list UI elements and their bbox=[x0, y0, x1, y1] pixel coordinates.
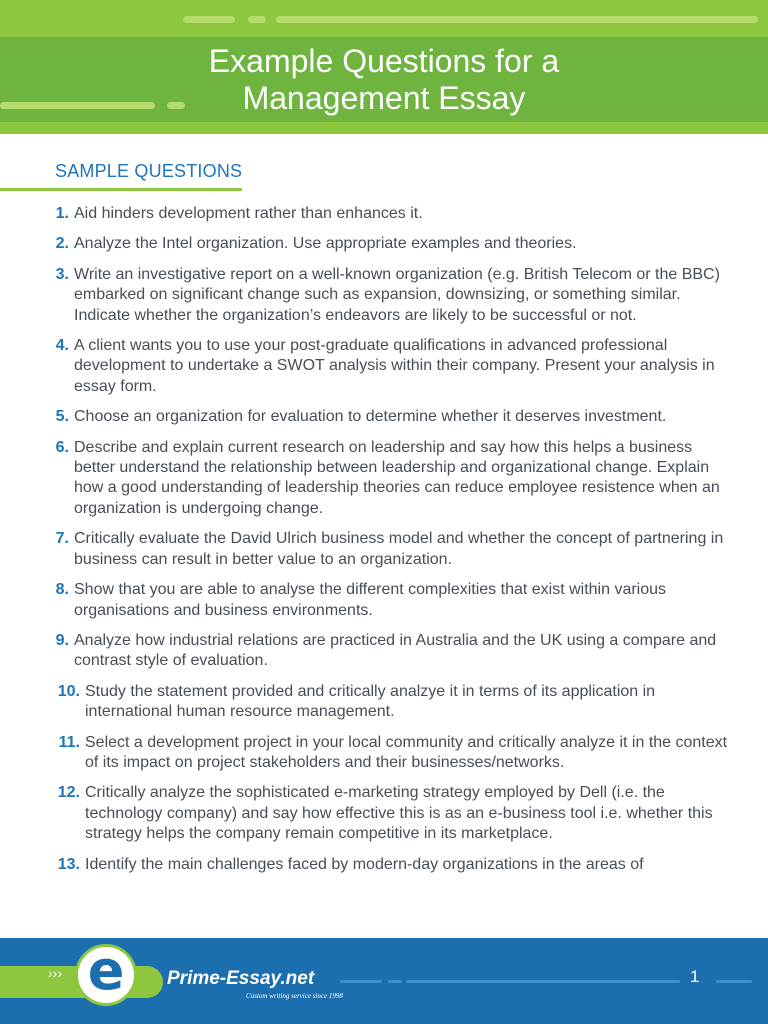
question-number: 2. bbox=[55, 235, 69, 253]
question-number: 1. bbox=[55, 205, 69, 222]
question-number: 5. bbox=[55, 408, 69, 426]
list-item bbox=[0, 336, 768, 397]
brand-tagline: Custom writing service since 1998 bbox=[246, 992, 343, 1000]
header-dash bbox=[183, 16, 235, 23]
list-item bbox=[0, 234, 768, 254]
list-item bbox=[0, 529, 768, 570]
question-text: Select a development project in your local community and critically analyze it in the context of its impact on project stakeholders and their businesses/networks. bbox=[85, 733, 728, 771]
question-number: 12. bbox=[57, 784, 80, 802]
question-text: Describe and explain current research on leadership and say how this helps a business better understand the relationship between leadership and organizational change. Explain how a good understanding of leadership theories can reduce employee resistence when an organization is undergoing change. bbox=[74, 438, 720, 517]
question-text: Write an investigative report on a well-known organization (e.g. British Telecom or the BBC) embarked on significant change such as expansion, downsizing, or something similar. Indicate whether the organization’s endeavors are likely to be successful or not. bbox=[74, 265, 720, 324]
page-number: 1 bbox=[690, 967, 700, 986]
question-text: Analyze how industrial relations are practiced in Australia and the UK using a compare and contrast style of evaluation. bbox=[74, 631, 717, 670]
logo-letter: e bbox=[87, 939, 125, 1002]
question-text: Show that you are able to analyse the different complexities that exist within various organisations and business environments. bbox=[74, 581, 667, 619]
question-number: 3. bbox=[55, 265, 69, 283]
question-text: Study the statement provided and critically analzye it in terms of its application in international human resource management. bbox=[85, 682, 656, 721]
section-underline bbox=[0, 188, 242, 191]
header-dash bbox=[248, 16, 266, 23]
question-text: Analyze the Intel organization. Use appropriate examples and theories. bbox=[74, 235, 577, 253]
question-text: Critically evaluate the David Ulrich business model and whether the concept of partnering in business can result in better value to an organization. bbox=[74, 530, 724, 568]
question-number: 8. bbox=[55, 581, 69, 599]
page-title-line-1: Example Questions for a bbox=[208, 43, 560, 79]
header-bottom-strip bbox=[0, 122, 768, 134]
footer-dash bbox=[340, 980, 382, 983]
list-item bbox=[0, 265, 768, 326]
question-number: 9. bbox=[55, 631, 69, 649]
question-number: 4. bbox=[55, 337, 69, 355]
list-item bbox=[0, 631, 768, 672]
question-number: 7. bbox=[55, 530, 69, 548]
question-text: Critically analyze the sophisticated e-marketing strategy employed by Dell (i.e. the technology company) and say how effective this is as an e-business tool i.e. whether this strategy helps the company remain competitive in its marketplace. bbox=[85, 784, 713, 843]
list-item bbox=[0, 204, 768, 224]
page-title bbox=[0, 43, 768, 117]
page-title-line-2: Management Essay bbox=[242, 80, 526, 116]
header-dash bbox=[276, 16, 758, 23]
questions-list bbox=[0, 204, 768, 885]
section-heading: SAMPLE QUESTIONS bbox=[55, 161, 243, 181]
question-text: Choose an organization for evaluation to determine whether it deserves investment. bbox=[74, 408, 667, 426]
brand-name[interactable]: Prime-Essay.net bbox=[167, 968, 315, 989]
list-item bbox=[0, 733, 768, 774]
question-text: Aid hinders development rather than enhances it. bbox=[74, 205, 423, 222]
list-item bbox=[0, 580, 768, 621]
question-text: A client wants you to use your post-graduate qualifications in advanced professional development to undertake a SWOT analysis within their company. Present your analysis in essay form. bbox=[74, 337, 715, 395]
question-number: 10. bbox=[57, 682, 80, 700]
list-item bbox=[0, 855, 768, 875]
footer-dash bbox=[406, 980, 680, 983]
list-item bbox=[0, 438, 768, 520]
question-number: 6. bbox=[55, 438, 69, 456]
arrows-icon: ››› bbox=[48, 965, 62, 981]
list-item bbox=[0, 682, 768, 723]
question-text: Identify the main challenges faced by modern-day organizations in the areas of bbox=[85, 855, 644, 873]
footer-dash bbox=[388, 980, 402, 983]
question-number: 13. bbox=[57, 855, 80, 873]
footer-dash bbox=[716, 980, 752, 983]
list-item bbox=[0, 407, 768, 427]
question-number: 11. bbox=[58, 733, 80, 751]
list-item bbox=[0, 783, 768, 844]
